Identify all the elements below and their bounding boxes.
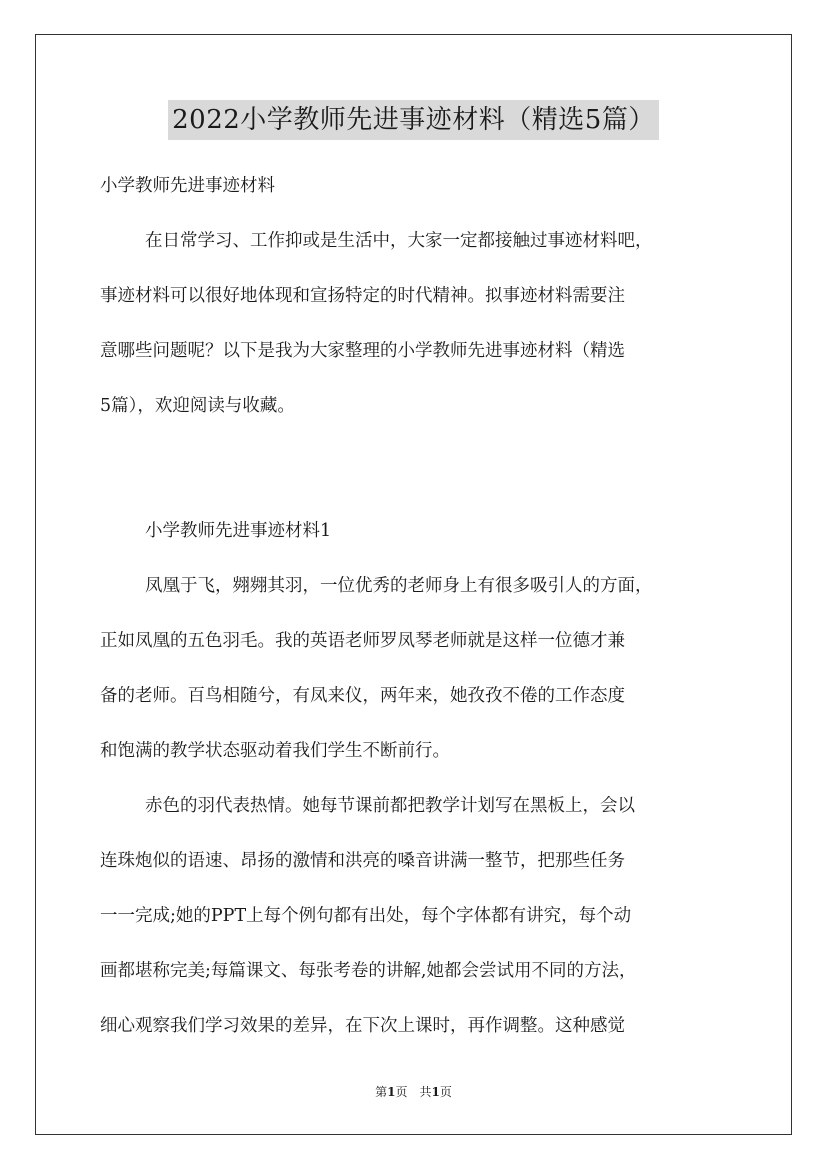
intro-line: 事迹材料可以很好地体现和宣扬特定的时代精神。拟事迹材料需要注 [100,286,625,306]
paragraph-line: 一一完成;她的PPT上每个例句都有出处，每个字体都有讲究，每个动 [100,906,632,926]
paragraph-line: 画都堪称完美;每篇课文、每张考卷的讲解,她都会尝试用不同的方法， [100,961,637,981]
section-heading: 小学教师先进事迹材料1 [145,521,332,541]
footer-page-mid: 页 共 [395,1085,432,1099]
intro-line: 5篇），欢迎阅读与收藏。 [100,396,295,416]
footer-page-prefix: 第 [375,1085,388,1099]
footer-page-total: 1 [431,1085,440,1099]
intro-line: 意哪些问题呢？以下是我为大家整理的小学教师先进事迹材料（精选 [100,341,625,361]
paragraph-line: 连珠炮似的语速、昂扬的激情和洪亮的嗓音讲满一整节，把那些任务 [100,851,625,871]
paragraph-line: 和饱满的教学状态驱动着我们学生不断前行。 [100,741,450,761]
footer-page-suffix: 页 [439,1085,452,1099]
document-title: 2022小学教师先进事迹材料（精选5篇） [168,100,659,140]
paragraph-line: 赤色的羽代表热情。她每节课前都把教学计划写在黑板上，会以 [145,796,635,816]
paragraph-line: 细心观察我们学习效果的差异，在下次上课时，再作调整。这种感觉 [100,1016,625,1036]
paragraph-line: 正如凤凰的五色羽毛。我的英语老师罗凤琴老师就是这样一位德才兼 [100,631,625,651]
intro-line: 在日常学习、工作抑或是生活中，大家一定都接触过事迹材料吧， [145,231,653,251]
paragraph-line: 备的老师。百鸟相随兮，有凤来仪，两年来，她孜孜不倦的工作态度 [100,686,625,706]
document-body [100,176,725,1036]
footer-page-current: 1 [387,1085,396,1099]
document-subtitle: 小学教师先进事迹材料 [100,176,275,196]
title-container [0,100,827,140]
page-footer [0,1084,827,1100]
paragraph-line: 凤凰于飞，翙翙其羽，一位优秀的老师身上有很多吸引人的方面， [145,576,653,596]
